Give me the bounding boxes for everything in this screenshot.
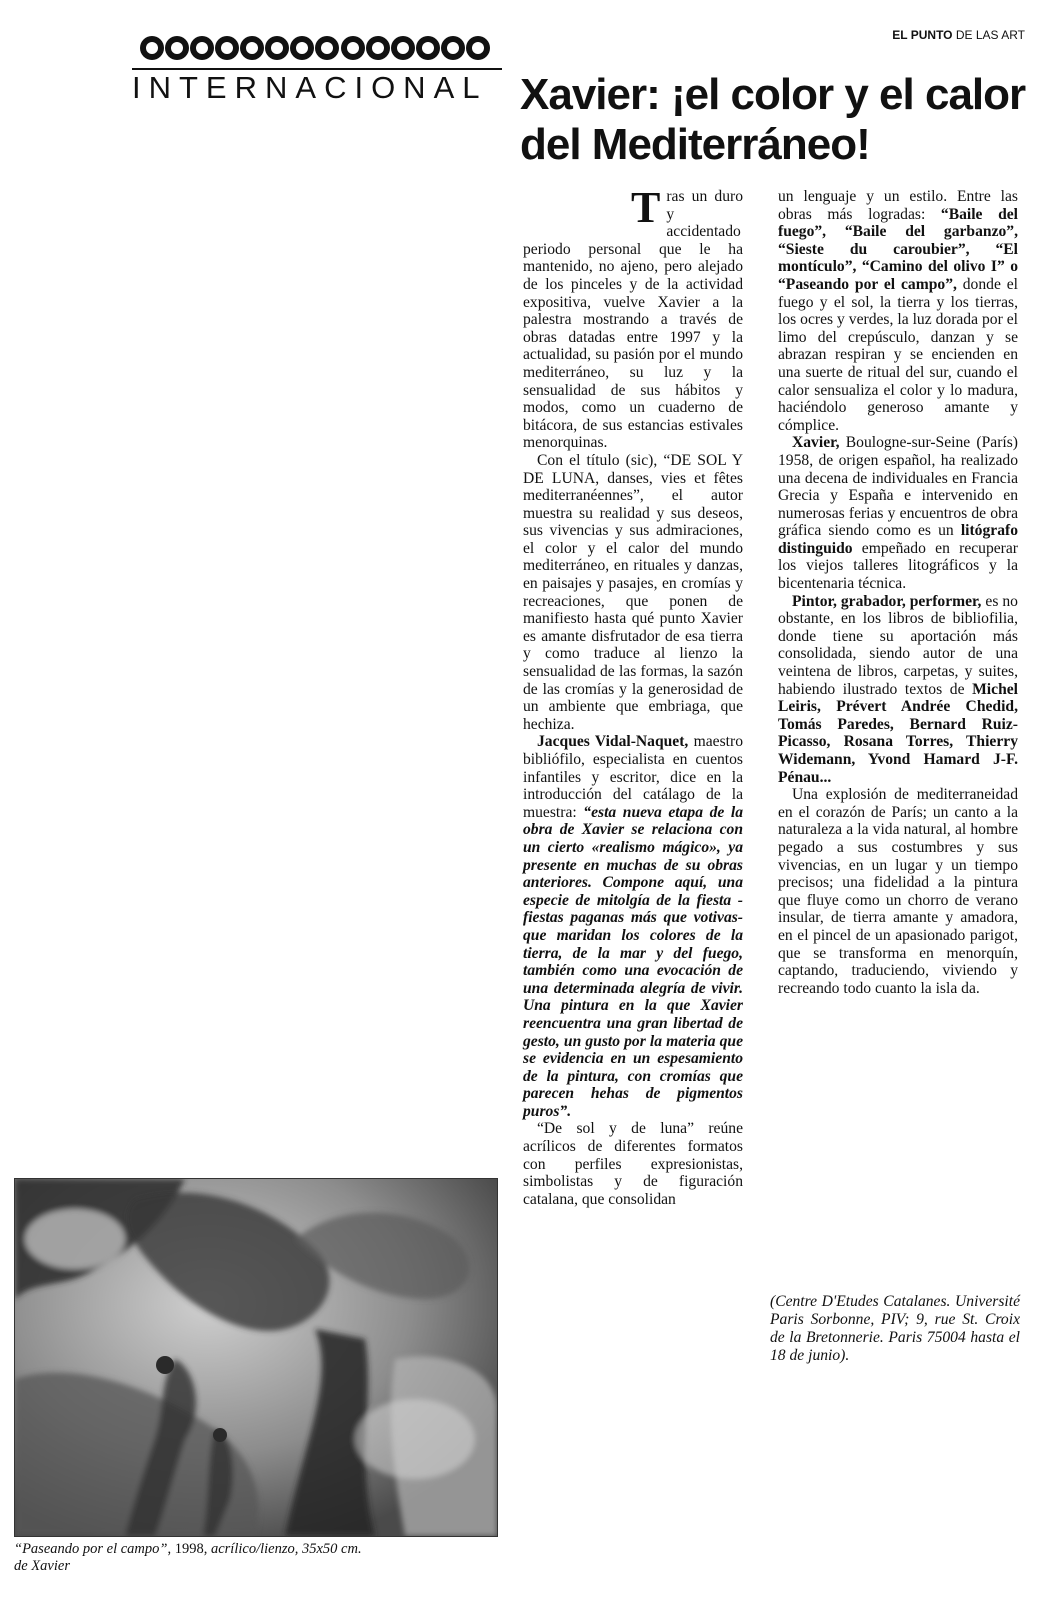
circle-ornament-icon xyxy=(441,36,465,60)
circle-ornament-icon xyxy=(416,36,440,60)
circle-ornament-icon xyxy=(290,36,314,60)
paragraph-text: ras un duro y accidentado periodo personal que le ha mantenido, no ajeno, pero alejado de los pinceles y de la actividad expositiva, vuelve Xavier a la palestra mostrando a través de obras datadas entre 1997 y la actualidad, su pasión por el mundo mediterráneo, su luz y la sensualidad de sus hábitos y modos, como un cuaderno de bitácora, de sus estancias estivales menorquinas. xyxy=(523,188,743,452)
catalog-quote: “esta nueva etapa de la obra de Xavier se relaciona con un cierto «realismo mágico», ya presente en muchas de su obras anteriores. Compone aquí, una especie de mitolgía de la fiesta -fiestas paganas más que votivas- que maridan los colores de la tierra, de la mar y del fuego, también como una evocación de una determinada alegría de vivir. Una pintura en la que Xavier reencuentra una gran libertad de gesto, un gusto por la materia que se evidencia en un espesamiento de la pintura, con cromías que parecen hehas de pigmentos puros”. xyxy=(523,803,743,1120)
article-column-1 xyxy=(523,183,743,1208)
article-headline: Xavier: ¡el color y el calor del Mediterráneo! xyxy=(520,70,1026,169)
section-name: INTERNACIONAL xyxy=(132,70,488,105)
paragraph-text: empeñado en recuperar los viejos talleres litográficos y la bicentenaria técnica. xyxy=(778,539,1018,593)
painting-image xyxy=(15,1179,497,1536)
circle-ornament-icon xyxy=(265,36,289,60)
circle-ornament-icon xyxy=(341,36,365,60)
running-head xyxy=(892,28,1025,42)
paragraph-text: maestro bibliófilo, especialista en cuentos infantiles y escritor, dice en la introducción del catálago de la muestra: xyxy=(523,733,743,821)
paragraph xyxy=(778,188,1018,434)
paragraph xyxy=(778,434,1018,592)
drop-cap: T xyxy=(631,183,661,232)
paragraph-text: donde el fuego y el sol, la tierra y los tierras, los ocres y verdes, la luz dorada por el limo del crepúsculo, danzan y se abrazan respiran y se encienden en una suerte de ritual del sur, cuando el calor sensualiza el color y lo madura, haciéndolo generoso amante y cómplice. xyxy=(778,275,1018,434)
exhibition-credits: (Centre D'Etudes Catalanes. Université Paris Sorbonne, PIV; 9, rue St. Croix de la Bretonnerie. Paris 75004 hasta el 18 de junio). xyxy=(770,1293,1020,1364)
caption-author: de Xavier xyxy=(14,1558,70,1574)
bold-term: Pintor, grabador, performer, xyxy=(792,592,982,610)
caption-artwork-title: “Paseando por el campo” xyxy=(14,1541,168,1557)
circle-ornament-icon xyxy=(140,36,164,60)
circle-ornament-icon xyxy=(391,36,415,60)
paragraph xyxy=(778,593,1018,787)
paragraph: Una explosión de mediterraneidad en el corazón de París; un canto a la naturaleza a la vida natural, al hombre pegado a sus costumbres y sus vivencias, en un lugar y un tiempo precisos; una fidelidad a la pintura que fluye como un chorro de verano insular, de tierra amante y amadora, en el pincel de un apasionado parigot, que se transforma en menorquín, captando, traduciendo, viviendo y recreando todo cuanto la isla da. xyxy=(778,786,1018,997)
running-head-rest: DE LAS ART xyxy=(952,28,1025,42)
section-ornament-dots xyxy=(140,36,490,64)
paragraph: “De sol y de luna” reúne acrílicos de diferentes formatos con perfiles expresionistas, simbolistas y de figuración catalana, que consolidan xyxy=(523,1120,743,1208)
circle-ornament-icon xyxy=(315,36,339,60)
author-names: Michel Leiris, Prévert Andrée Chedid, Tomás Paredes, Bernard Ruiz-Picasso, Rosana Torres, Thierry Widemann, Yvond Hamard J-F. Pénau... xyxy=(778,680,1018,786)
circle-ornament-icon xyxy=(190,36,214,60)
bold-term: litógrafo distinguido xyxy=(778,522,1018,557)
bold-name: Jacques Vidal-Naquet, xyxy=(537,733,689,751)
circle-ornament-icon xyxy=(165,36,189,60)
running-head-brand: EL PUNTO xyxy=(892,28,953,42)
artwork-titles: “Baile del fuego”, “Baile del garbanzo”, “Sieste du caroubier”, “El montículo”, “Camino del olivo I” o “Paseando por el campo”, xyxy=(778,205,1019,293)
circle-ornament-icon xyxy=(215,36,239,60)
paragraph-text: un lenguaje y un estilo. Entre las obras más logradas: xyxy=(778,188,1018,223)
article-column-2 xyxy=(778,188,1018,997)
paragraph xyxy=(523,733,743,1120)
photo-caption xyxy=(14,1541,494,1575)
caption-year: , 1998, xyxy=(167,1541,208,1557)
paragraph: Con el título (sic), “DE SOL Y DE LUNA, danses, vies et fêtes mediterranéennes”, el autor muestra su realidad y sus deseos, sus vivencias y sus admiraciones, el color y el calor del mundo mediterráneo, en rituales y danzas, en paisajes y pasajes, en cromías y recreaciones, que ponen de manifiesto hasta qué punto Xavier es amante disfrutador de esa tierra y como traduce al lienzo la sensualidad de las formas, la sazón de las cromías y la generosidad de un ambiente que embriaga, que hechiza. xyxy=(523,451,743,733)
paragraph-text: Boulogne-sur-Seine (París) 1958, de origen español, ha realizado una decena de individuales en Francia Grecia y España e intervenido en numerosas ferias y encuentros de obra gráfica siendo como es un xyxy=(778,434,1018,540)
paragraph-text: es no obstante, en los libros de bibliofilia, donde tiene su aportación más consolidada, siendo autor de una veintena de libros, carpetas, y suites, habiendo ilustrado textos de xyxy=(778,592,1018,698)
circle-ornament-icon xyxy=(466,36,490,60)
bold-name: Xavier, xyxy=(792,434,840,452)
circle-ornament-icon xyxy=(240,36,264,60)
caption-medium: acrílico/lienzo, 35x50 cm. xyxy=(207,1541,362,1557)
circle-ornament-icon xyxy=(366,36,390,60)
paragraph xyxy=(523,183,743,452)
painting-photo xyxy=(14,1178,498,1537)
